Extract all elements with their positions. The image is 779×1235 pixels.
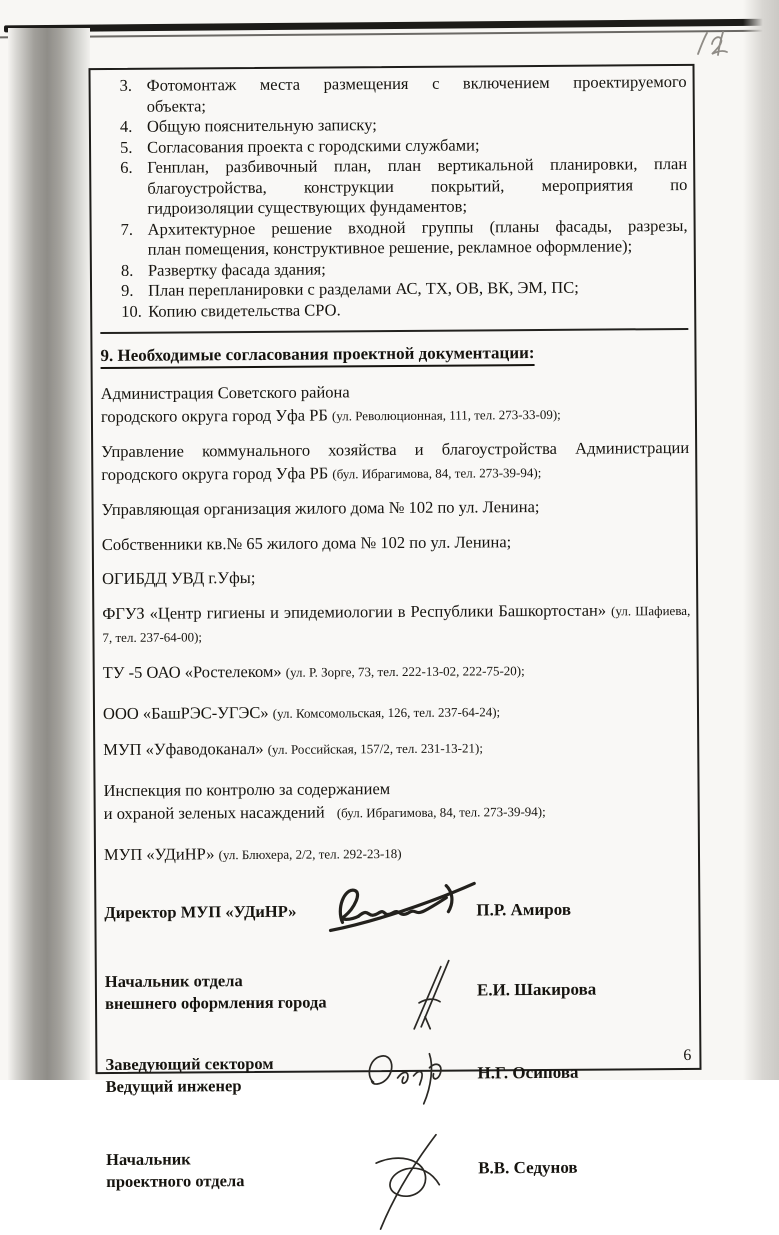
checklist-item-8: 8. Развертку фасада здания; [120, 258, 326, 280]
org-managing-company: Управляющая организация жилого дома № 102 по ул. Ленина; [101, 496, 540, 520]
signature-title: Директор МУП «УДиНР» [104, 901, 297, 922]
scan-right-shadow [743, 0, 779, 1080]
signature-row-project-dept-head [106, 1116, 695, 1220]
section-title-text: 9. Необходимые согласования проектной документации: [100, 343, 534, 369]
signature-row-director [104, 879, 692, 941]
org-green-inspection: Инспекция по контролю за содержанием и охраной зеленых насаждений (бул. Ибрагимова, 84, тел. 273-39-94); [103, 779, 546, 823]
checklist-item-5: 5. Согласования проекта с городскими службами; [119, 134, 480, 157]
signature-title: Начальник проектного отдела [106, 1148, 245, 1191]
item-number: 6. [120, 157, 133, 177]
org-contact: (бул. Ибрагимова, 84, тел. 273-39-94); [336, 803, 546, 820]
signature-title: Заведующий сектором Ведущий инженер [105, 1053, 274, 1096]
org-owners: Собственники кв.№ 65 жилого дома № 102 по ул. Ленина; [101, 531, 512, 554]
signature-block [104, 879, 694, 1220]
signature-sedunov-icon [364, 1132, 475, 1233]
requirements-checklist [99, 72, 689, 322]
org-contact: (ул. Комсомольская, 126, тел. 237-64-24); [272, 704, 501, 721]
item-number: 10. [121, 301, 142, 321]
signature-row-design-dept-head [105, 950, 694, 1030]
pencil-12-mark [692, 30, 732, 64]
document-frame [88, 64, 701, 1191]
item-number: 5. [119, 137, 133, 157]
org-bashres: ООО «БашРЭС-УГЭС» (ул. Комсомольская, 126, тел. 237-64-24); [102, 702, 501, 724]
org-fguz: ФГУЗ «Центр гигиены и эпидемиологии в Республики Башкортостан» (ул. Шафиева, 7, тел. 237-64-00); [102, 600, 691, 646]
org-contact: (бул. Ибрагимова, 84, тел. 273-39-94); [332, 464, 542, 481]
checklist-item-10: 10. Копию свидетельства СРО. [121, 299, 341, 321]
checklist-item-7: 7. Архитектурное решение входной группы (планы фасады, разрезы, план помещения, конструктивное решение, рекламное оформление); [120, 215, 688, 259]
org-contact: (ул. Революционная, 111, тел. 273-33-09); [331, 406, 561, 423]
scan-binding-shadow [8, 28, 90, 1080]
signature-name: П.Р. Амиров [476, 899, 572, 919]
org-admin-sovetsky: Администрация Советского района городского округа город Уфа РБ (ул. Революционная, 111, тел. 273-33-09); [100, 382, 561, 426]
checklist-item-4: 4. Общую пояснительную записку; [119, 115, 377, 136]
page-number: 6 [683, 1046, 692, 1064]
item-number: 8. [120, 260, 134, 280]
checklist-item-6: 6. Генплан, разбивочный план, план вертикальной планировки, план благоустройства, конструкции покрытий, мероприятия по гидроизоляции существующих фундаментов; [120, 153, 688, 218]
org-contact: (ул. Российская, 157/2, тел. 231-13-21); [267, 739, 483, 757]
org-contact: (ул. Р. Зорге, 73, тел. 222-13-02, 222-75-20); [285, 662, 525, 680]
org-contact: (ул. Блюхера, 2/2, тел. 292-23-18) [218, 845, 402, 863]
handwritten-page-note [692, 30, 732, 69]
signature-name: Е.И. Шакирова [476, 979, 597, 999]
signature-osipova-icon [359, 1041, 469, 1106]
org-contact: (ул. Шафиева, 7, тел. 237-64-00); [102, 602, 691, 646]
org-rostelecom: ТУ -5 ОАО «Ростелеком» (ул. Р. Зорге, 73, тел. 222-13-02, 222-75-20); [102, 661, 525, 682]
checklist-item-3: 3. Фотомонтаж места размещения с включением проектируемого объекта; [119, 71, 687, 116]
org-udinr: МУП «УДиНР» (ул. Блюхера, 2/2, тел. 292-23-18) [103, 844, 402, 865]
item-number: 4. [119, 116, 133, 136]
approvals-list [101, 379, 692, 868]
section-title [100, 342, 688, 369]
signature-amirov-icon [328, 875, 438, 934]
item-number: 7. [120, 219, 134, 239]
signature-name: Н.Г. Осипова [477, 1062, 579, 1082]
signature-name: В.В. Седунов [478, 1157, 578, 1177]
org-ufavodokanal: МУП «Уфаводоканал» (ул. Российская, 157/2, тел. 231-13-21); [103, 738, 483, 759]
item-number: 9. [120, 280, 134, 300]
signature-title: Начальник отдела внешнего оформления города [104, 970, 327, 1013]
signature-shakirova-icon [397, 956, 508, 1033]
section-divider-line [100, 328, 688, 334]
checklist-item-9: 9. План перепланировки с разделами АС, ТХ, ОВ, ВК, ЭМ, ПС; [120, 277, 579, 300]
signature-row-sector-head [105, 1039, 693, 1107]
item-number: 3. [119, 75, 133, 95]
org-ogibdd: ОГИБДД УВД г.Уфы; [101, 567, 256, 589]
org-communal-dept: Управление коммунального хозяйства и благоустройства Администрации городского округа город Уфа РБ (бул. Ибрагимова, 84, тел. 273-39-94); [101, 437, 690, 484]
